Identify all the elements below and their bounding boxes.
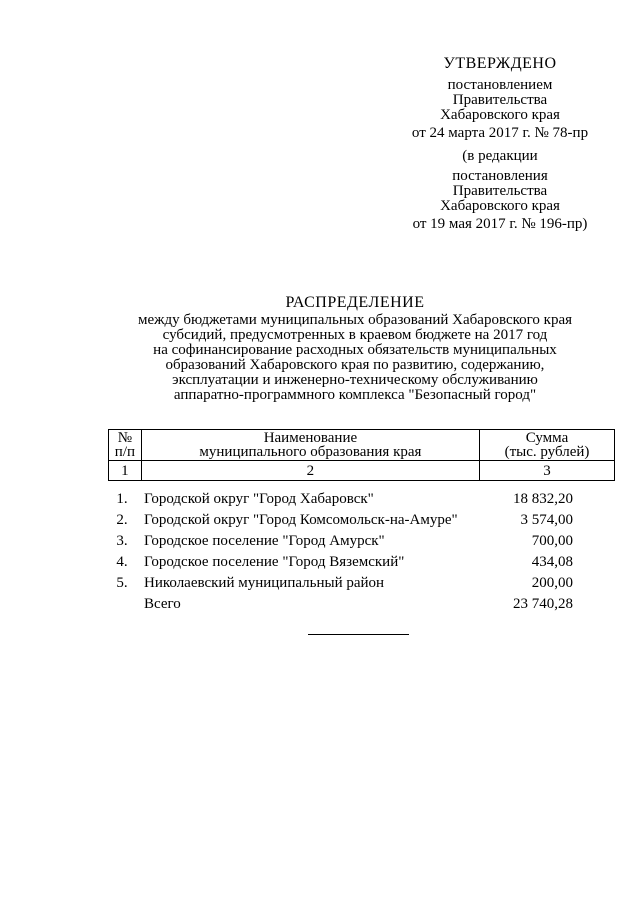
column-header-name (141, 430, 479, 461)
approval-line: Хабаровского края (440, 107, 560, 123)
heading-line: между бюджетами муниципальных образований Хабаровского края (137, 312, 573, 328)
header-text: муниципального образования края (199, 444, 422, 460)
row-number: 2. (116, 512, 128, 528)
heading-line: на софинансирование расходных обязательств муниципальных (153, 342, 557, 358)
subsidy-sum: 3 574,00 (520, 512, 573, 528)
header-text: (тыс. рублей) (504, 444, 590, 460)
municipality-name: Городское поселение "Город Вяземский" (144, 554, 405, 570)
edition-line: постановления (452, 168, 548, 184)
table-row (108, 489, 615, 510)
edition-line: Хабаровского края (440, 198, 560, 214)
column-number-2: 2 (141, 461, 479, 481)
data-table (108, 489, 615, 615)
subsidy-sum: 434,08 (531, 554, 573, 570)
edition-line: Правительства (452, 183, 548, 199)
end-divider (308, 634, 409, 635)
header-text: Наименование (263, 430, 358, 446)
document-title: РАСПРЕДЕЛЕНИЕ (285, 294, 425, 311)
table-header (108, 429, 615, 481)
heading-line: образований Хабаровского края по развитию, содержанию, (165, 357, 545, 373)
document-heading (120, 295, 590, 403)
edition-line: (в редакции (462, 148, 538, 164)
municipality-name: Николаевский муниципальный район (144, 575, 385, 591)
total-row (108, 594, 615, 615)
approval-block (400, 56, 600, 232)
column-header-number (109, 430, 142, 461)
column-number-3: 3 (480, 461, 615, 481)
heading-line: аппаратно-программного комплекса "Безопасный город" (173, 387, 537, 403)
subsidy-sum: 200,00 (531, 575, 573, 591)
subsidy-sum: 18 832,20 (513, 491, 573, 507)
municipality-name: Городской округ "Город Хабаровск" (144, 491, 374, 507)
row-number: 1. (116, 491, 128, 507)
header-text: п/п (114, 444, 136, 460)
column-number-1: 1 (109, 461, 142, 481)
subsidy-sum: 700,00 (531, 533, 573, 549)
approval-line: постановлением (447, 77, 553, 93)
header-text: Сумма (525, 430, 569, 446)
table-row (108, 531, 615, 552)
heading-line: эксплуатации и инженерно-техническому обслуживанию (172, 372, 538, 388)
table-row (108, 552, 615, 573)
row-number: 5. (116, 575, 128, 591)
approval-title: УТВЕРЖДЕНО (443, 55, 557, 72)
table-row (108, 573, 615, 594)
header-text: № (117, 430, 133, 446)
approval-line: Правительства (452, 92, 548, 108)
row-number: 3. (116, 533, 128, 549)
total-sum: 23 740,28 (513, 596, 573, 612)
approval-date: от 24 марта 2017 г. № 78-пр (411, 125, 589, 141)
municipality-name: Городское поселение "Город Амурск" (144, 533, 385, 549)
column-header-sum (480, 430, 615, 461)
edition-date: от 19 мая 2017 г. № 196-пр) (412, 216, 588, 232)
total-label: Всего (144, 596, 181, 612)
row-number: 4. (116, 554, 128, 570)
table-row (108, 510, 615, 531)
municipality-name: Городской округ "Город Комсомольск-на-Амуре" (144, 512, 458, 528)
heading-line: субсидий, предусмотренных в краевом бюджете на 2017 год (162, 327, 548, 343)
